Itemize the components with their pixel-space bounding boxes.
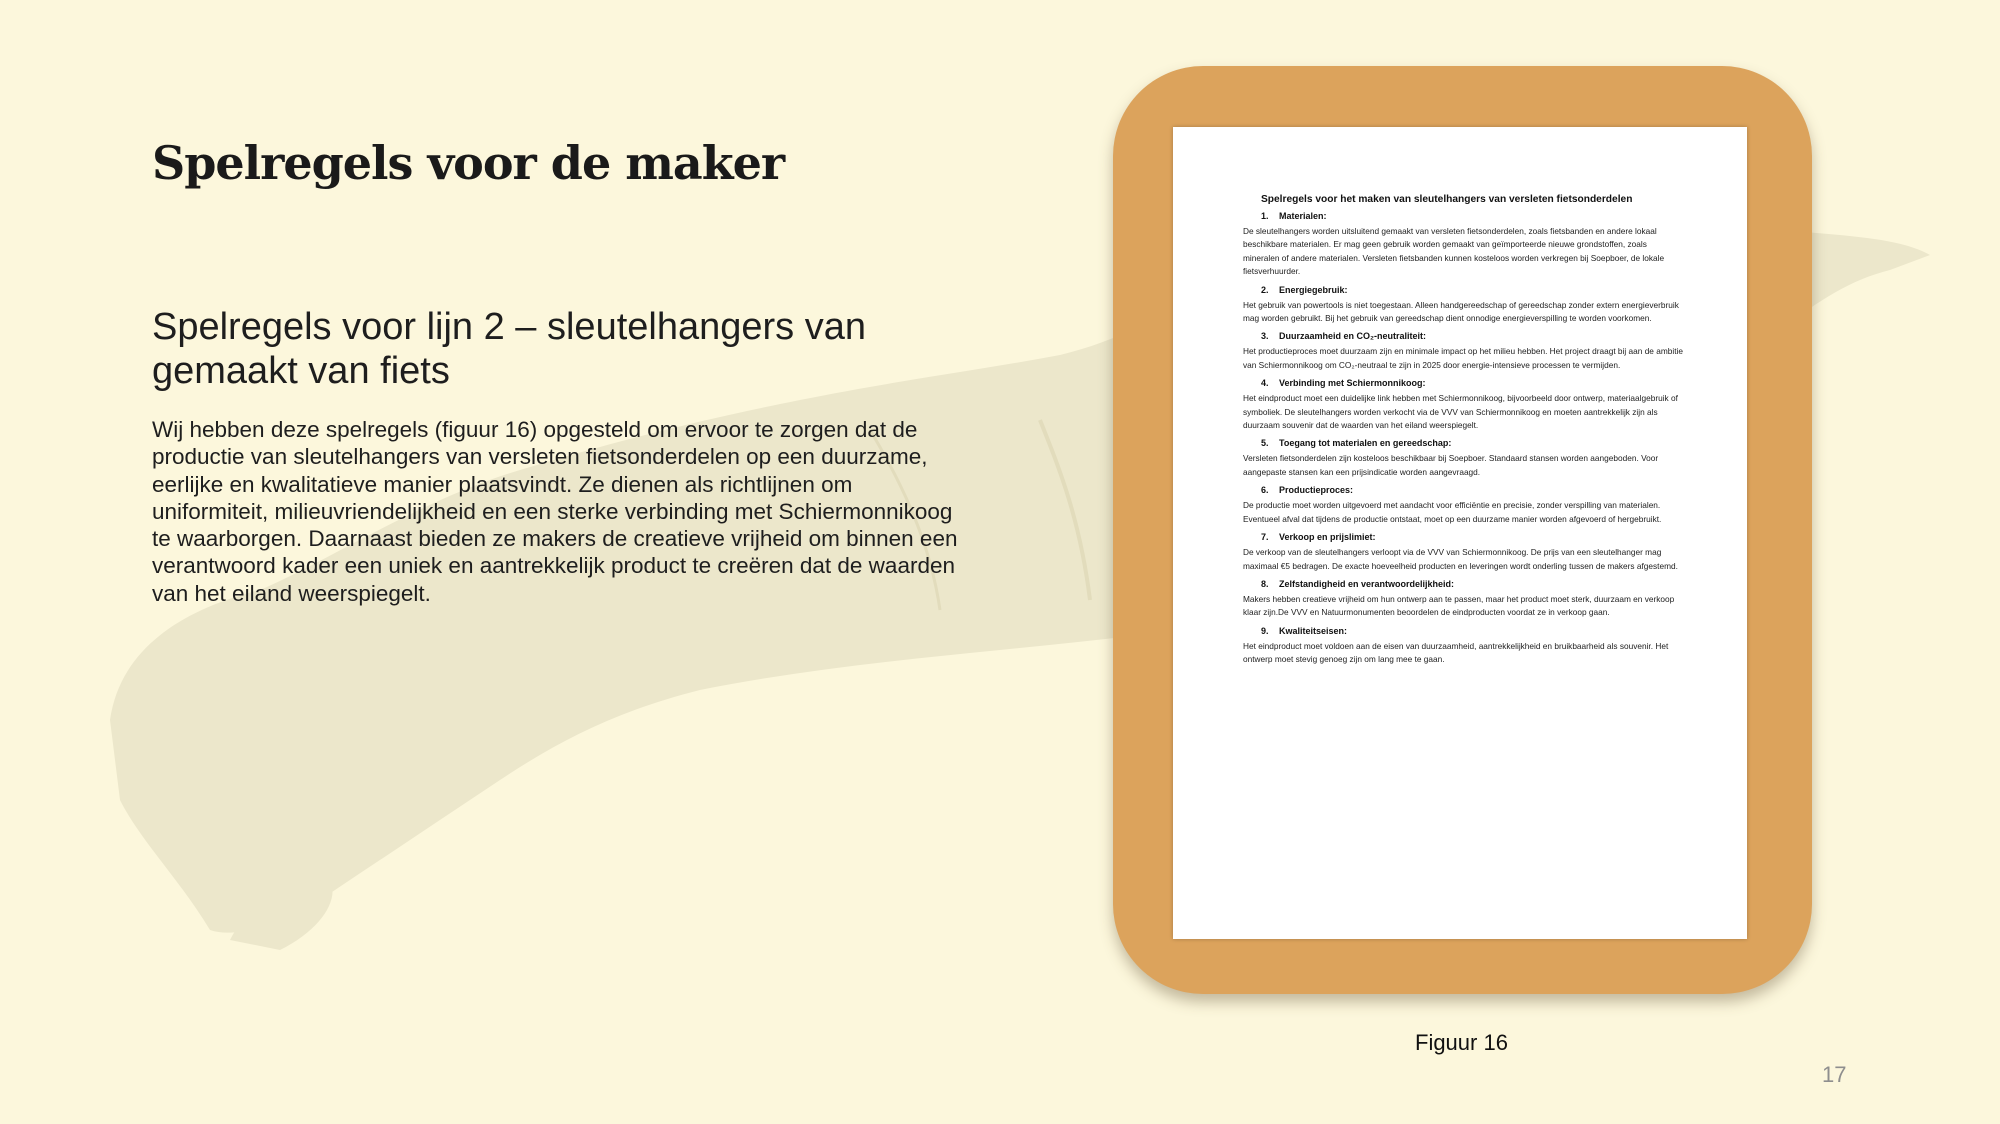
figure-section-heading-text: Verbinding met Schiermonnikoog: <box>1279 378 1426 389</box>
figure-section-heading <box>1261 331 1683 341</box>
page-number: 17 <box>1822 1062 1847 1087</box>
figure-section-heading <box>1261 485 1683 495</box>
figure-section-heading-text: Toegang tot materialen en gereedschap: <box>1279 438 1452 449</box>
figure-section <box>1243 485 1683 526</box>
figure-section-heading-text: Kwaliteitseisen: <box>1279 625 1348 636</box>
figure-section-heading-text: Zelfstandigheid en verantwoordelijkheid: <box>1279 578 1455 589</box>
figure-section-text: Het eindproduct moet voldoen aan de eisen van duurzaamheid, aantrekkelijkheid en bruikbaarheid als souvenir. Het ontwerp moet stevig genoeg zijn om lang mee te gaan. <box>1243 640 1669 665</box>
figure-section-heading <box>1261 438 1683 448</box>
figure-section-text: De sleutelhangers worden uitsluitend gemaakt van versleten fietsonderdelen, zoals fietsbanden en andere lokaal beschikbare materialen. Er mag geen gebruik worden gemaakt van geïmporteerde nieuwe grondstoffen, zoals mineralen of andere materialen. Versleten fietsbanden kunnen kosteloos worden verkregen bij Soepboer, de lokale fietsverhuurder. <box>1243 226 1665 277</box>
figure-document-title: Spelregels voor het maken van sleutelhangers van versleten fietsonderdelen <box>1261 194 1633 205</box>
figure-section <box>1243 532 1683 573</box>
subtitle: Spelregels voor lijn 2 – sleutelhangers van gemaakt van fiets <box>152 306 866 392</box>
slide-title: Spelregels voor de maker <box>152 136 785 190</box>
figure-section-number: 6. <box>1261 485 1269 496</box>
figure-section-heading <box>1261 579 1683 589</box>
figure-section-heading <box>1261 378 1683 388</box>
figure-section-text: De verkoop van de sleutelhangers verloopt via de VVV van Schiermonnikoog. De prijs van een sleutelhanger mag maximaal €5 bedragen. De exacte hoeveelheid producten en leveringen wordt onderling tussen de makers afgestemd. <box>1243 547 1678 571</box>
figure-section-heading-text: Productieproces: <box>1279 485 1354 496</box>
figure-section-text: De productie moet worden uitgevoerd met aandacht voor efficiëntie en precisie, zonder verspilling van materialen. Eventueel afval dat tijdens de productie ontstaat, moet op een duurzame manier worden afgevoerd of hergebruikt. <box>1243 500 1662 524</box>
figure-section-number: 7. <box>1261 532 1269 543</box>
figure-section-number: 3. <box>1261 331 1269 342</box>
body-paragraph: Wij hebben deze spelregels (figuur 16) opgesteld om ervoor te zorgen dat de productie van sleutelhangers van versleten fietsonderdelen op een duurzame, eerlijke en kwalitatieve manier plaatsvindt. Ze dienen als richtlijnen om uniformiteit, milieuvriendelijkheid en een sterke verbinding met Schiermonnikoog te waarborgen. Daarnaast bieden ze makers de creatieve vrijheid om binnen een verantwoord kader een uniek en aantrekkelijk product te creëren dat de waarden van het eiland weerspiegelt. <box>152 417 958 606</box>
figure-section-number: 5. <box>1261 438 1269 449</box>
figure-section <box>1243 378 1683 432</box>
figure-section-heading-text: Energiegebruik: <box>1279 284 1348 295</box>
figure-section-heading <box>1261 626 1683 636</box>
figure-section <box>1243 331 1683 372</box>
figure-section-heading <box>1261 532 1683 542</box>
figure-caption: Figuur 16 <box>1415 1030 1508 1055</box>
figure-section-number: 9. <box>1261 625 1269 636</box>
figure-frame <box>1113 66 1812 994</box>
figure-section-heading <box>1261 211 1683 221</box>
figure-section-heading-text: Verkoop en prijslimiet: <box>1279 532 1376 543</box>
figure-document-image <box>1173 127 1747 939</box>
figure-section-heading <box>1261 285 1683 295</box>
figure-section-text: Het productieproces moet duurzaam zijn en minimale impact op het milieu hebben. Het project draagt bij aan de ambitie van Schiermonnikoog om CO₂-neutraal te zijn in 2025 door energie-intensieve processen te vermijden. <box>1243 346 1683 370</box>
figure-section-number: 8. <box>1261 578 1269 589</box>
figure-section-heading-text: Materialen: <box>1279 211 1327 221</box>
figure-section <box>1243 211 1683 279</box>
figure-section-heading-text: Duurzaamheid en CO₂-neutraliteit: <box>1279 331 1427 342</box>
figure-section <box>1243 285 1683 326</box>
figure-section-number: 4. <box>1261 378 1269 389</box>
figure-section-text: Het eindproduct moet een duidelijke link hebben met Schiermonnikoog, bijvoorbeeld door ontwerp, materiaalgebruik of symboliek. De sleutelhangers worden verkocht via de VVV van Schiermonnikoog en moeten aantrekkelijk zijn als duurzaam souvenir dat de waarden van het eiland weerspiegelt. <box>1243 393 1678 431</box>
figure-section-number: 2. <box>1261 284 1269 295</box>
figure-section-number: 1. <box>1261 211 1269 221</box>
figure-section <box>1243 438 1683 479</box>
figure-section-text: Makers hebben creatieve vrijheid om hun ontwerp aan te passen, maar het product moet sterk, duurzaam en verkoop klaar zijn.De VVV en Natuurmonumenten beoordelen de eindproducten voordat ze in verkoop gaan. <box>1243 593 1675 618</box>
figure-section-text: Het gebruik van powertools is niet toegestaan. Alleen handgereedschap of gereedschap zonder extern energieverbruik mag worden gebruikt. Bij het gebruik van gereedschap dient onnodige energieverspilling te worden voorkomen. <box>1243 299 1679 324</box>
figure-section <box>1243 579 1683 620</box>
figure-section-text: Versleten fietsonderdelen zijn kosteloos beschikbaar bij Soepboer. Standaard stansen worden aangeboden. Voor aangepaste stansen kan een prijsindicatie worden aangevraagd. <box>1243 453 1659 477</box>
figure-section <box>1243 626 1683 667</box>
